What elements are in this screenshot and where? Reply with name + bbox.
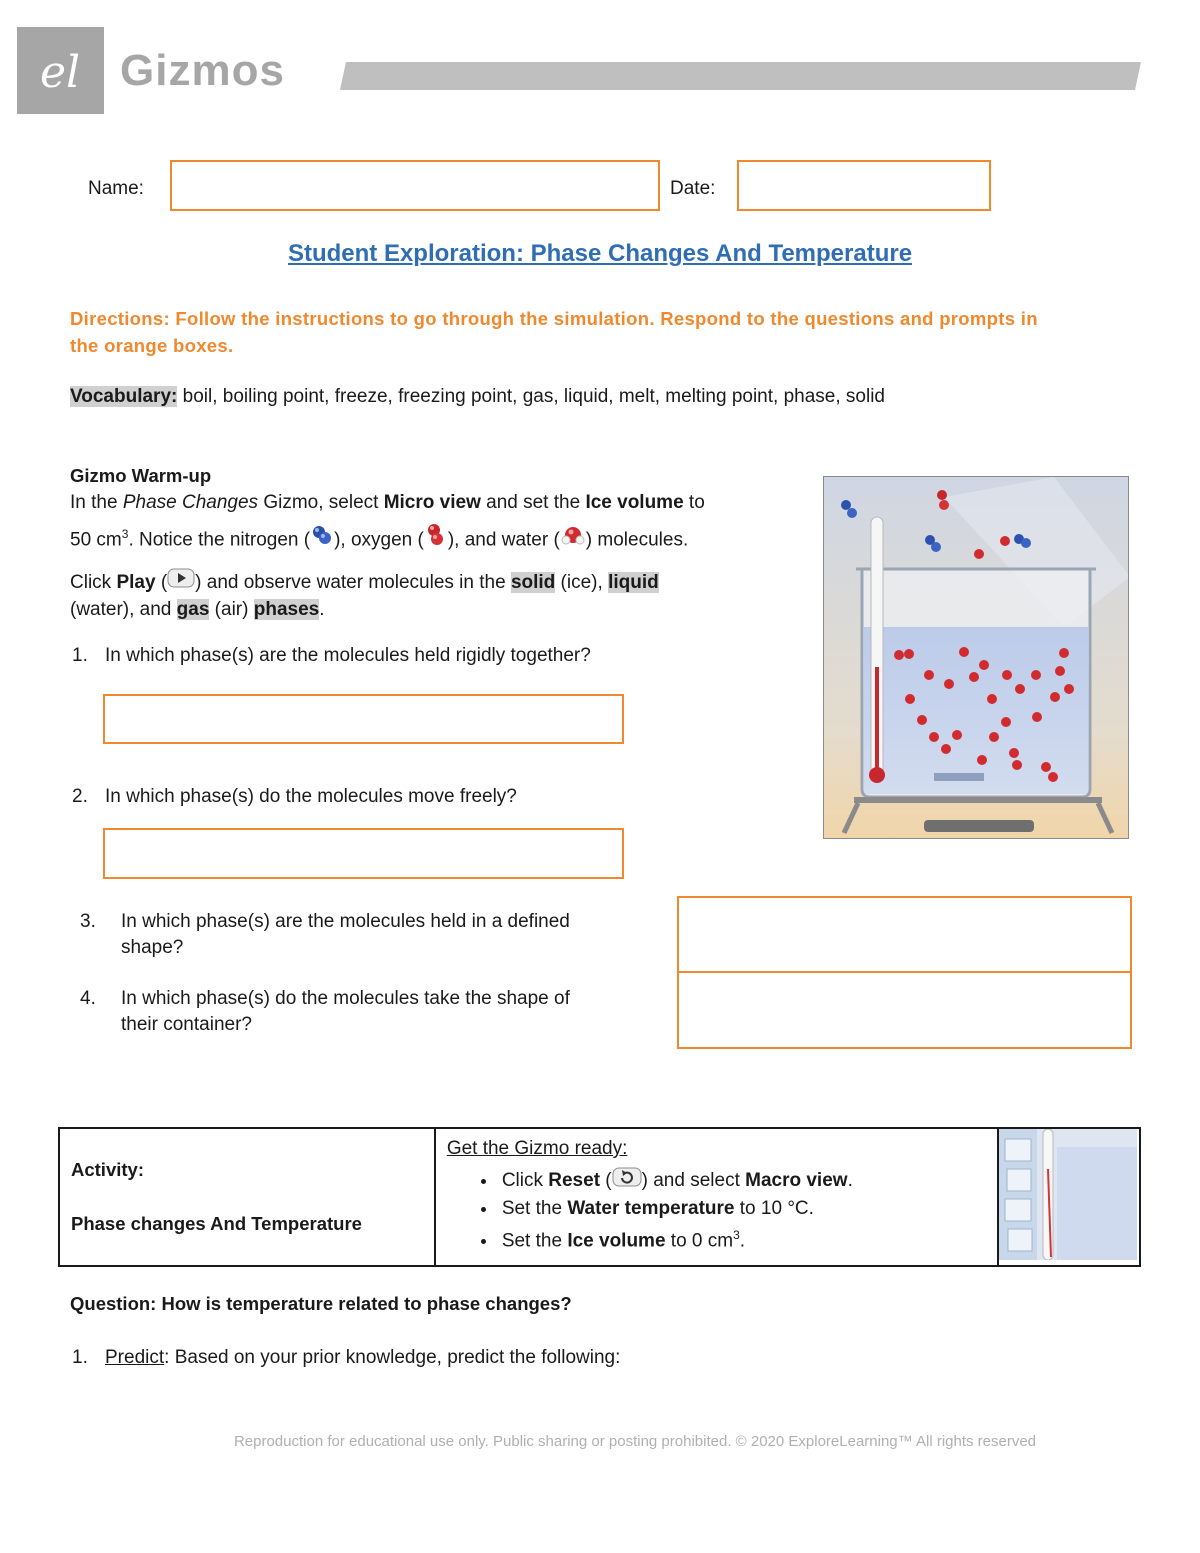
activity-label-cell: [59, 1128, 435, 1266]
activity-table: [58, 1127, 1141, 1267]
name-field[interactable]: [170, 160, 660, 211]
water-molecule-icon: [560, 523, 586, 557]
main-question: Question: How is temperature related to phase changes?: [70, 1293, 572, 1314]
question-4-text: In which phase(s) do the molecules take the shape of their container?: [121, 988, 570, 1035]
nitrogen-molecule-icon: [310, 523, 334, 557]
page-title: Student Exploration: Phase Changes And Temperature: [287, 240, 913, 267]
question-1-text: In which phase(s) are the molecules held rigidly together?: [105, 645, 591, 666]
play-icon: [167, 568, 195, 598]
setup-step-2: • Set the Water temperature to 10 °C.: [498, 1195, 997, 1222]
beaker-illustration: [823, 476, 1129, 839]
activity-label: Activity:: [71, 1159, 144, 1180]
activity-name: Phase changes And Temperature: [71, 1213, 362, 1234]
gizmos-logo-icon: [17, 27, 104, 114]
date-label: Date:: [670, 178, 716, 199]
date-field[interactable]: [737, 160, 991, 211]
question-4-answer-box[interactable]: [677, 971, 1132, 1049]
question-2-text: In which phase(s) do the molecules move freely?: [105, 786, 517, 807]
brand-name: Gizmos: [120, 46, 285, 95]
warmup-paragraph-3: Click Play ( ) and observe water molecules in the solid (ice), liquid: [70, 568, 810, 598]
question-3-text: In which phase(s) are the molecules held in a defined shape?: [121, 911, 570, 958]
question-3-answer-box[interactable]: [677, 896, 1132, 973]
setup-step-1: • Click Reset ( ) and select Macro view.: [498, 1167, 997, 1195]
vocabulary-label: Vocabulary:: [70, 386, 178, 407]
gizmo-ready-cell: [435, 1128, 998, 1266]
predict-label: Predict: [105, 1347, 165, 1368]
vocabulary-terms: boil, boiling point, freeze, freezing point, gas, liquid, melt, melting point, phase, solid: [182, 386, 885, 407]
warmup-heading: Gizmo Warm-up: [70, 465, 212, 486]
reset-icon: [612, 1167, 642, 1195]
question-4-number: 4.: [80, 988, 96, 1009]
oxygen-molecule-icon: [424, 523, 448, 557]
warmup-paragraph-4: (water), and gas (air) phases.: [70, 599, 325, 620]
warmup-paragraph-1: In the Phase Changes Gizmo, select Micro view and set the Ice volume to: [70, 492, 705, 513]
predict-number: 1.: [72, 1347, 88, 1368]
setup-step-3: • Set the Ice volume to 0 $cm^3$.: [498, 1222, 997, 1254]
question-2-answer-box[interactable]: [103, 828, 624, 879]
question-2-number: 2.: [72, 786, 88, 807]
question-1-number: 1.: [72, 645, 88, 666]
question-3-number: 3.: [80, 911, 96, 932]
vocabulary-line: [70, 385, 1130, 409]
predict-text: : Based on your prior knowledge, predict the following:: [164, 1347, 621, 1368]
ice-thermometer-illustration: [999, 1129, 1137, 1260]
gizmo-ready-heading: Get the Gizmo ready:: [446, 1138, 628, 1159]
name-label: Name:: [88, 178, 144, 199]
header-bar: [340, 62, 1141, 90]
warmup-paragraph-2: 50 $cm^3$. Notice the nitrogen ( ), oxygen ( ), and water ( ) molecules.: [70, 519, 810, 557]
gizmo-thumbnail-cell: [998, 1128, 1140, 1266]
predict-line: [105, 1345, 905, 1371]
svg-text:el: el: [39, 47, 81, 98]
footer-copyright: Reproduction for educational use only. Public sharing or posting prohibited. © 2020 ExploreLearning™ All rights reserved: [233, 1433, 1037, 1450]
question-1-answer-box[interactable]: [103, 694, 624, 744]
directions-text: Directions: Follow the instructions to go through the simulation. Respond to the questions and prompts in the orange boxes.: [70, 308, 1038, 356]
setup-steps: [436, 1167, 997, 1254]
